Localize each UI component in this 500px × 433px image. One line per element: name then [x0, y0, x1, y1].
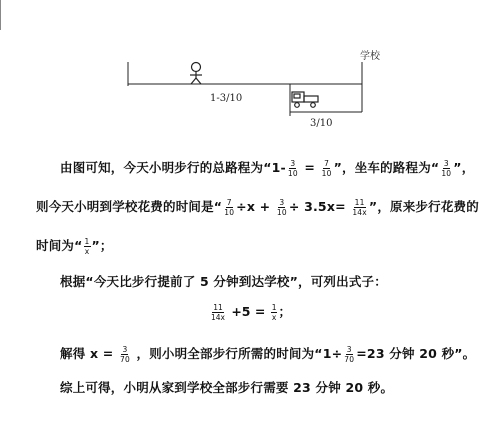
denominator: 14x: [211, 313, 225, 322]
text-segment: ；: [278, 304, 291, 319]
solution-line-6: [60, 344, 475, 364]
route-diagram: [0, 0, 500, 140]
solution-line-2: [36, 197, 479, 217]
denominator: 70: [120, 355, 130, 364]
numerator: 11: [354, 197, 365, 207]
denominator: 10: [441, 169, 452, 178]
walk-distance-label: 1-3/10: [210, 93, 243, 104]
numerator: 3: [290, 158, 296, 168]
fraction: [351, 199, 368, 217]
text-segment: ”；: [91, 238, 113, 253]
fraction: [276, 199, 288, 217]
fraction: [287, 160, 299, 178]
denominator: x: [271, 313, 277, 322]
solution-line-4: 根据“今天比步行提前了 5 分钟到达学校”，可列出式子：: [60, 274, 387, 289]
numerator: 3: [122, 344, 128, 354]
numerator: 1: [84, 236, 90, 246]
stick-figure-icon: [190, 63, 202, 85]
fraction: [343, 346, 355, 364]
text-segment: ”，: [453, 160, 475, 175]
text-segment: =: [299, 160, 320, 175]
fraction: [271, 304, 278, 322]
truck-icon: [292, 92, 318, 107]
text-segment: ÷ 3.5x=: [288, 199, 351, 214]
fraction: [321, 160, 333, 178]
text-segment: ”，坐车的路程为“: [333, 160, 440, 175]
denominator: x: [84, 247, 90, 256]
numerator: 11: [213, 302, 223, 312]
denominator: 70: [344, 355, 355, 364]
solution-line-3: [36, 236, 113, 256]
text-segment: 则今天小明到学校花费的时间是“: [36, 199, 223, 214]
text-segment: ，则小明全部步行所需的时间为“1÷: [131, 346, 343, 361]
denominator: 14x: [352, 208, 367, 217]
fraction: [210, 304, 226, 322]
route-diagram-svg: [0, 0, 500, 140]
fraction: [84, 238, 91, 256]
text-segment: 时间为“: [36, 238, 83, 253]
numerator: 7: [226, 197, 232, 207]
school-label: 学校: [360, 51, 380, 62]
car-distance-label: 3/10: [310, 118, 333, 129]
numerator: 3: [346, 344, 352, 354]
denominator: 10: [287, 169, 298, 178]
denominator: 10: [321, 169, 332, 178]
solution-line-7: 综上可得，小明从家到学校全部步行需要 23 分钟 20 秒。: [60, 380, 394, 395]
fraction: [440, 160, 452, 178]
solution-line-1: [60, 158, 474, 178]
numerator: 3: [279, 197, 285, 207]
equation-line: [0, 302, 500, 322]
denominator: 10: [224, 208, 235, 217]
text-segment: ”，原来步行花费的: [368, 199, 479, 214]
numerator: 7: [324, 158, 330, 168]
numerator: 3: [443, 158, 449, 168]
numerator: 1: [271, 302, 277, 312]
text-segment: ÷x +: [236, 199, 275, 214]
text-segment: +5 =: [226, 304, 270, 319]
text-segment: 解得 x =: [60, 346, 118, 361]
fraction: [119, 346, 131, 364]
text-segment: 由图可知，今天小明步行的总路程为“1-: [60, 160, 286, 175]
denominator: 10: [276, 208, 287, 217]
fraction: [223, 199, 235, 217]
text-segment: =23 分钟 20 秒”。: [356, 346, 476, 361]
